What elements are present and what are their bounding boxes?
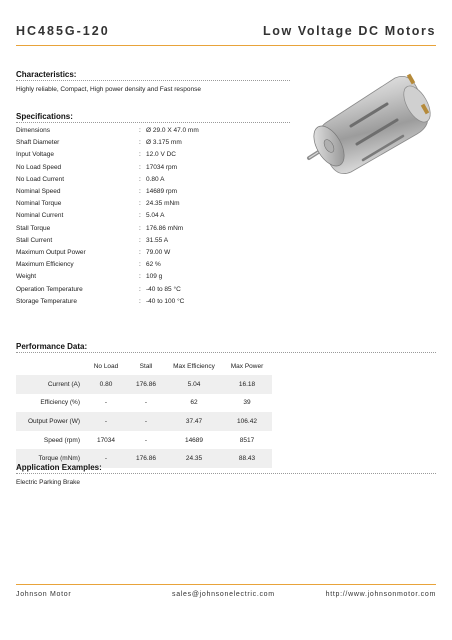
column-header: Stall [139,362,153,370]
spec-value: -40 to 100 °C [146,297,185,305]
spec-value: 31.55 A [146,236,169,244]
table-row [16,375,272,394]
specifications-title: Specifications: [16,112,73,121]
performance-table [16,357,272,468]
spec-label: Operation Temperature [16,285,83,293]
characteristics-divider [16,80,290,81]
spec-value: 24.35 mNm [146,200,180,208]
spec-value: 109 g [146,273,163,281]
specifications-divider [16,122,290,123]
table-cell: 0.80 [86,375,126,394]
spec-label: Nominal Torque [16,200,62,208]
row-label: Speed (rpm) [43,436,80,444]
spec-value: Ø 29.0 X 47.0 mm [146,127,199,134]
table-cell: - [86,412,126,431]
spec-value: 176.86 mNm [146,224,184,232]
spec-value: -40 to 85 °C [146,285,181,293]
spec-label: Maximum Efficiency [16,261,74,269]
column-header: Max Efficiency [173,362,215,370]
model-number: HC485G-120 [16,24,110,38]
table-row [16,412,272,431]
table-cell: 39 [243,399,251,407]
spec-label: Dimensions [16,127,50,134]
spec-label: Weight [16,273,37,281]
table-cell: - [144,436,148,444]
spec-value: 12.0 V DC [146,151,176,159]
spec-value: 79.00 W [146,249,171,256]
table-cell: - [86,449,126,468]
table-header-row [16,357,272,375]
spec-label: Input Voltage [16,151,54,159]
spec-value: 14689 rpm [146,188,178,195]
spec-label: Stall Torque [16,224,51,232]
table-row [16,394,272,413]
spec-label: Shaft Diameter [16,139,60,147]
spec-label: Maximum Output Power [16,249,86,256]
applications-text: Electric Parking Brake [16,479,80,486]
spec-label: No Load Current [16,175,65,183]
spec-label: Nominal Current [16,212,64,220]
spec-value: 17034 rpm [146,163,178,171]
table-cell: 176.86 [126,375,166,394]
table-cell: 17034 [96,436,116,444]
spec-value: 5.04 A [146,212,165,220]
spec-label: No Load Speed [16,163,62,171]
table-cell: - [104,399,108,407]
table-cell: - [126,412,166,431]
row-label: Efficiency (%) [40,399,80,407]
motor-product-image [305,62,435,182]
characteristics-text: Highly reliable, Compact, High power density and Fast response [16,86,201,93]
table-cell: 176.86 [126,449,166,468]
table-cell: 37.47 [166,412,222,431]
characteristics-title: Characteristics: [16,70,77,79]
table-cell: - [144,399,148,407]
table-cell: 8517 [239,436,255,444]
performance-title: Performance Data: [16,342,88,351]
spec-value: 0.80 A [146,175,165,183]
table-cell: 24.35 [166,449,222,468]
header-divider [16,45,436,46]
table-cell: 14689 [184,436,204,444]
footer-website-link[interactable]: http://www.johnsonmotor.com [325,591,436,598]
row-label: Torque (mNm) [16,449,86,468]
page-header [16,24,436,42]
footer-divider [16,584,436,585]
applications-divider [16,473,436,474]
footer-email-link[interactable]: sales@johnsonelectric.com [172,591,275,598]
row-label: Current (A) [16,375,86,394]
table-cell: 16.18 [222,375,272,394]
spec-value: Ø 3.175 mm [146,139,182,147]
table-row [16,431,272,450]
column-header: Max Power [230,362,264,370]
spec-label: Storage Temperature [16,297,77,305]
table-cell: 106.42 [222,412,272,431]
spec-label: Stall Current [16,236,53,244]
applications-title: Application Examples: [16,463,102,472]
performance-divider [16,352,436,353]
spec-value: 62 % [146,261,161,269]
spec-label: Nominal Speed [16,188,61,195]
product-category: Low Voltage DC Motors [263,24,436,38]
column-header: No Load [93,362,119,370]
table-cell: 62 [190,399,198,407]
table-cell: 88.43 [222,449,272,468]
footer-company: Johnson Motor [16,591,72,598]
row-label: Output Power (W) [16,412,86,431]
table-cell: 5.04 [166,375,222,394]
